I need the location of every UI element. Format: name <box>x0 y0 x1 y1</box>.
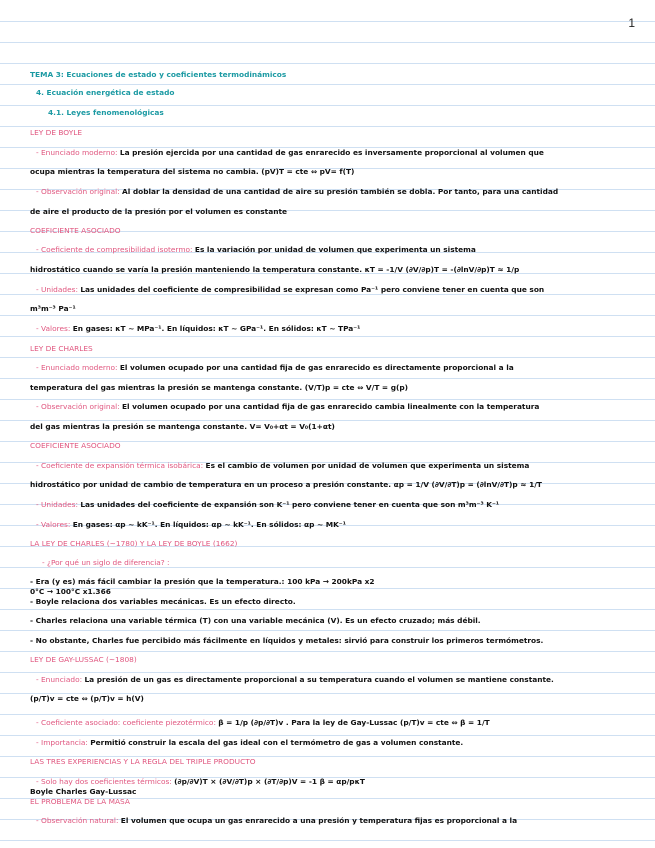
note-text: (∂p/∂V)T × (∂V/∂T)p × (∂T/∂p)V = -1 β = αp/pκT <box>174 777 365 786</box>
note-line <box>36 500 636 510</box>
note-text: Las unidades del coeficiente de compresibilidad se expresan como Pa⁻¹ pero conviene tener en cuenta que son <box>80 285 545 294</box>
note-heading: - Enunciado: <box>36 675 85 684</box>
note-line <box>30 70 630 80</box>
note-text: Boyle Charles Gay-Lussac <box>30 787 137 796</box>
note-heading: - Observación original: <box>36 402 122 411</box>
note-text: β = 1/p (∂p/∂T)v . Para la ley de Gay-Lussac (p/T)v = cte ⇔ β = 1/T <box>218 718 490 727</box>
note-heading: COEFICIENTE ASOCIADO <box>30 441 121 450</box>
note-text: (p/T)v = cte ⇔ (p/T)v = h(V) <box>30 694 144 703</box>
note-heading: - Importancia: <box>36 738 91 747</box>
note-heading: - Valores: <box>36 324 73 333</box>
note-line <box>30 757 630 767</box>
note-line <box>36 520 636 530</box>
note-line <box>36 816 636 826</box>
note-text: Las unidades del coeficiente de expansión son K⁻¹ pero conviene tener en cuenta que son m³m⁻³ K⁻¹ <box>80 500 500 509</box>
note-line <box>30 128 630 138</box>
note-line <box>30 694 630 704</box>
note-text: hidrostático por unidad de cambio de temperatura en un proceso a presión constante. αp = 1/V (∂V/∂T)p = (∂lnV/∂T)p ≈ 1/T <box>30 480 542 489</box>
note-text: temperatura del gas mientras la presión se mantenga constante. (V/T)p = cte ⇔ V/T = g(p) <box>30 383 409 392</box>
note-heading: - ¿Por qué un siglo de diferencia? : <box>42 558 170 567</box>
note-text: Al doblar la densidad de una cantidad de aire su presión también se dobla. Por tanto, para una cantidad <box>122 187 559 196</box>
note-heading: - Enunciado moderno: <box>36 363 120 372</box>
note-text: - Era (y es) más fácil cambiar la presión que la temperatura.: 100 kPa → 200kPa x2 <box>30 577 375 586</box>
note-line <box>36 148 636 158</box>
note-heading: - Coeficiente asociado: coeficiente piezotérmico: <box>36 718 219 727</box>
note-heading: - Coeficiente de compresibilidad isotermo: <box>36 245 195 254</box>
note-text: m³m⁻³ Pa⁻¹ <box>30 304 76 313</box>
note-line <box>30 587 630 597</box>
note-heading: LEY DE GAY-LUSSAC (~1808) <box>30 655 137 664</box>
note-heading: - Unidades: <box>36 285 81 294</box>
note-text: La presión de un gas es directamente proporcional a su temperatura cuando el volumen se mantiene constante. <box>84 675 554 684</box>
note-text: hidrostático cuando se varía la presión manteniendo la temperatura constante. κT = -1/V (∂V/∂p)T = -(∂lnV/∂p)T ≈ 1/p <box>30 265 520 274</box>
note-line <box>30 577 630 587</box>
note-line <box>30 441 630 451</box>
note-text: El volumen ocupado por una cantidad fija de gas enrarecido es directamente proporcional a la <box>119 363 514 372</box>
note-text: En gases: κT ~ MPa⁻¹. En líquidos: κT ~ GPa⁻¹. En sólidos: κT ~ TPa⁻¹ <box>72 324 361 333</box>
note-line <box>36 187 636 197</box>
note-line <box>36 245 636 255</box>
note-line <box>42 558 642 568</box>
note-heading: TEMA 3: Ecuaciones de estado y coeficientes termodinámicos <box>30 70 287 79</box>
note-line <box>36 324 636 334</box>
note-line <box>48 108 648 118</box>
note-text: - Charles relaciona una variable térmica (T) con una variable mecánica (V). Es un efecto cruzado; más débil. <box>30 616 481 625</box>
note-heading: - Solo hay dos coeficientes térmicos: <box>36 777 175 786</box>
note-line <box>36 88 636 98</box>
note-heading: EL PROBLEMA DE LA MASA <box>30 797 130 806</box>
note-text: - No obstante, Charles fue percibido más fácilmente en líquidos y metales: sirvió para construir los primeros termómetros. <box>30 636 544 645</box>
note-line <box>36 363 636 373</box>
note-text: 0°C → 100°C x1.366 <box>30 587 111 596</box>
note-line <box>30 265 630 275</box>
note-line <box>30 797 630 807</box>
note-heading: - Coeficiente de expansión térmica isobárica: <box>36 461 206 470</box>
note-line <box>30 787 630 797</box>
note-text: La presión ejercida por una cantidad de gas enrarecido es inversamente proporcional al volumen que <box>119 148 544 157</box>
note-text: de aire el producto de la presión por el volumen es constante <box>30 207 288 216</box>
note-text: - Boyle relaciona dos variables mecánicas. Es un efecto directo. <box>30 597 296 606</box>
note-line <box>30 422 630 432</box>
note-heading: LAS TRES EXPERIENCIAS Y LA REGLA DEL TRIPLE PRODUCTO <box>30 757 256 766</box>
note-text: Es la variación por unidad de volumen que experimenta un sistema <box>194 245 476 254</box>
note-text: El volumen ocupado por una cantidad fija de gas enrarecido cambia linealmente con la temperatura <box>122 402 540 411</box>
note-text: Es el cambio de volumen por unidad de volumen que experimenta un sistema <box>205 461 530 470</box>
note-heading: LA LEY DE CHARLES (~1780) Y LA LEY DE BOYLE (1662) <box>30 539 238 548</box>
note-line <box>36 461 636 471</box>
note-line <box>30 539 630 549</box>
note-heading: LEY DE CHARLES <box>30 344 93 353</box>
note-text: del gas mientras la presión se mantenga constante. V= V₀+αt = V₀(1+αt) <box>30 422 335 431</box>
note-line <box>30 383 630 393</box>
note-heading: - Unidades: <box>36 500 81 509</box>
note-line <box>30 226 630 236</box>
note-heading: - Valores: <box>36 520 73 529</box>
note-line <box>36 738 636 748</box>
note-line <box>36 285 636 295</box>
note-line <box>30 655 630 665</box>
note-text: ocupa mientras la temperatura del sistema no cambia. (pV)T = cte ⇔ pV= f(T) <box>30 167 355 176</box>
note-text: En gases: αp ~ kK⁻¹. En líquidos: αp ~ kK⁻¹. En sólidos: αp ~ MK⁻¹ <box>72 520 346 529</box>
note-heading: - Observación original: <box>36 187 122 196</box>
page-number: 1 <box>628 16 635 30</box>
note-line <box>30 480 630 490</box>
note-line <box>36 402 636 412</box>
note-line <box>36 718 636 728</box>
note-line <box>30 636 630 646</box>
note-heading: - Observación natural: <box>36 816 121 825</box>
note-line <box>30 344 630 354</box>
note-heading: - Enunciado moderno: <box>36 148 120 157</box>
note-line <box>30 597 630 607</box>
note-line <box>36 777 636 787</box>
note-text: El volumen que ocupa un gas enrarecido a una presión y temperatura fijas es proporcional a la <box>120 816 518 825</box>
note-line <box>30 167 630 177</box>
note-line <box>36 675 636 685</box>
note-heading: COEFICIENTE ASOCIADO <box>30 226 121 235</box>
note-line <box>30 207 630 217</box>
note-heading: 4. Ecuación energética de estado <box>36 88 175 97</box>
note-line <box>30 616 630 626</box>
note-line <box>30 304 630 314</box>
note-heading: 4.1. Leyes fenomenológicas <box>48 108 164 117</box>
note-text: Permitió construir la escala del gas ideal con el termómetro de gas a volumen constante. <box>90 738 464 747</box>
note-heading: LEY DE BOYLE <box>30 128 83 137</box>
